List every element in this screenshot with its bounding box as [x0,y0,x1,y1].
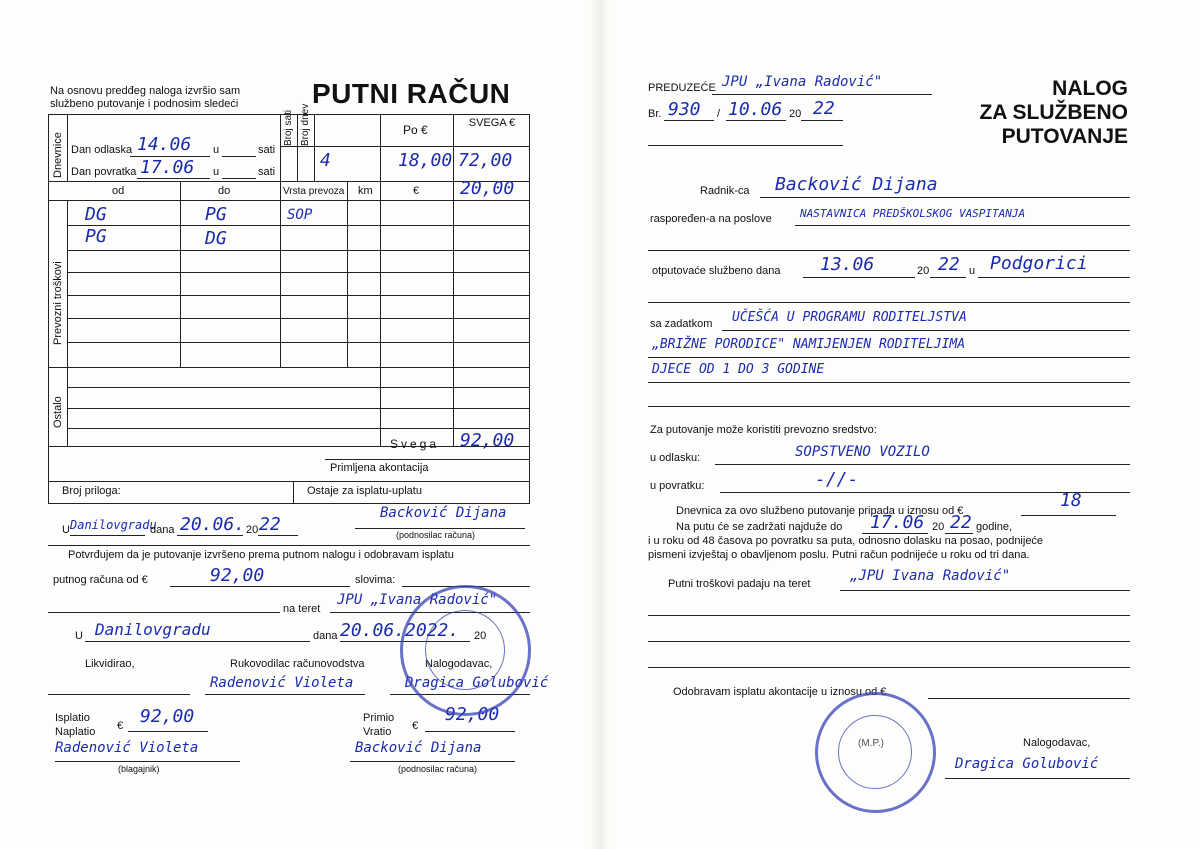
od-header: od [112,185,125,197]
transport-total: 20,00 [460,178,515,199]
otputovace-date: 13.06 [820,254,875,275]
dan-povratka-value: 17.06 [140,157,195,178]
svega-row-value: 92,00 [460,430,515,451]
isplatio-label: Isplatio [55,712,90,724]
sati-label-2: sati [258,166,276,178]
u2-label: U [75,630,83,642]
broj-dnev-value: 4 [320,150,331,171]
broj-sati-label: Broj sati [283,109,294,146]
povratak-label: u povratku: [650,480,705,492]
rok-line-1: i u roku od 48 časova po povratku sa puta, odnosno dolasku na posao, podnijeće [648,535,1044,547]
preduzece-value: JPU „Ivana Radović" [722,74,883,90]
zadrzati-date: 17.06 [870,512,925,533]
putnog-value: 92,00 [210,565,265,586]
date-value: 20.06. [180,514,246,535]
institution-stamp-left [400,585,531,716]
institution-stamp-right [815,692,936,813]
br-label: Br. [648,108,662,120]
zadrzati-year: 22 [950,512,972,533]
br-date: 10.06 [728,99,783,120]
rukovodilac-signature: Radenović Violeta [210,675,354,691]
dnevnica-label: Dnevnica za ovo službeno putovanje pripada u iznosu od € [676,505,964,517]
mp-label: (M.P.) [858,738,884,749]
br-year-prefix: 20 [789,108,802,120]
svega-header: SVEGA € [468,117,516,129]
dan-povratka-label: Dan povratka [71,166,137,178]
title-line-1: NALOG [1052,77,1128,100]
trip1-do: PG [205,204,227,225]
po-label: Po € [403,123,428,137]
radnik-label: Radnik-ca [700,185,750,197]
zadatak-label: sa zadatkom [650,318,713,330]
isplatio-value: 92,00 [140,706,195,727]
u-place-label: U [62,524,70,536]
rok-line-2: pismeni izvještaj o obavljenom poslu. Putni račun podnijeće u roku od tri dana. [648,549,1030,561]
br-year: 22 [813,98,835,119]
nalogodavac-label-left: Nalogodavac, [425,658,493,670]
svega-row-label: Svega [390,437,440,451]
prevozno-label: Za putovanje može koristiti prevozno sredstvo: [650,424,877,436]
slovima-label: slovima: [355,574,396,586]
putnog-label: putnog računa od € [53,574,148,586]
u-label-2: u [213,166,220,178]
eur-isplatio: € [117,720,124,732]
title-line-2: ZA SLUŽBENO [979,101,1128,124]
odlazak-label: u odlasku: [650,452,701,464]
dnevnice-label: Dnevnice [52,132,64,178]
blagajnik-signature: Radenović Violeta [55,740,199,756]
otputovace-place: Podgorici [990,253,1088,274]
nalogodavac-signature-left: Dragica Golubović [405,675,549,691]
page-fold [590,0,610,849]
otputovace-label: otputovaće službeno dana [652,265,781,277]
signature-podnosilac: Backović Dijana [380,505,507,521]
zadatak-line-1: UČEŠĆA U PROGRAMU RODITELJSTVA [732,310,967,325]
primio-value: 92,00 [445,704,500,725]
likvidirao-label: Likvidirao, [85,658,135,670]
do-header: do [218,185,231,197]
rasporedjen-label: raspoređen-a na poslove [650,213,772,225]
podnosilac-label: (podnosilac računa) [396,530,476,540]
year-prefix: 20 [246,524,259,536]
vrsta-header: Vrsta prevoza [283,186,345,197]
place2-value: Danilovgradu [95,620,211,639]
odobravam-label: Odobravam isplatu akontacije u iznosu od € [673,686,887,698]
dan-odlaska-value: 14.06 [137,134,192,155]
ostalo-label: Ostalo [52,396,64,428]
sati-label: sati [258,144,276,156]
vratio-label: Vratio [363,726,392,738]
godine-label: godine, [976,521,1013,533]
troskovi-label: Putni troškovi padaju na teret [668,578,811,590]
potvrdjujem-text: Potvrđujem da je putovanje izvršeno prema putnom nalogu i odobravam isplatu [68,549,454,561]
trip2-od: PG [85,226,107,247]
intro-text: Na osnovu predđeg naloga izvršio sam službeno putovanje i podnosim sledeći [50,85,241,110]
podnosilac2-label: (podnosilac računa) [398,764,478,774]
rasporedjen-value: NASTAVNICA PREDŠKOLSKOG VASPITANJA [800,207,1026,220]
primljena-label: Primljena akontacija [330,462,429,474]
otputovace-year: 22 [938,254,960,275]
na-teret-value: JPU „Ivana Radović" [337,592,498,608]
broj-dnev-label: Broj dnev [300,103,311,146]
odlazak-value: SOPSTVENO VOZILO [795,444,930,460]
svega-value: 72,00 [458,150,513,171]
title-line-3: PUTOVANJE [1001,125,1128,148]
eur-primio: € [412,720,419,732]
eur-header: € [413,185,420,197]
dnevnica-value: 18 [1060,490,1082,511]
u-label-right: u [969,265,976,277]
blagajnik-label: (blagajnik) [118,764,160,774]
zadrzati-year-prefix: 20 [932,521,945,533]
nalogodavac-label-right: Nalogodavac, [1023,737,1091,749]
year2-label: 20 [474,630,487,642]
place-value: Danilovgradu [70,518,157,532]
dana2-label: dana [313,630,338,642]
u-label: u [213,144,220,156]
radnik-value: Backović Dijana [775,174,938,195]
zadatak-line-3: DJECE OD 1 DO 3 GODINE [652,362,825,377]
page-title: PUTNI RAČUN [312,78,511,109]
trip1-od: DG [85,204,107,225]
na-teret-label: na teret [283,603,321,615]
primio-label: Primio [363,712,395,724]
po-value: 18,00 [398,150,453,171]
dan-odlaska-label: Dan odlaska [71,144,133,156]
nalog-title [960,77,1128,149]
preduzece-label: PREDUZEĆE [648,82,716,94]
otputovace-year-prefix: 20 [917,265,930,277]
prevozni-label: Prevozni troškovi [52,261,64,345]
povratak-value: -//- [815,469,859,490]
trip2-do: DG [205,228,227,249]
km-header: km [358,185,373,197]
trip1-vrsta: SOP [287,207,313,223]
dana-label: dana [150,524,175,536]
date2-value: 20.06.2022. [340,620,460,641]
rukovodilac-label: Rukovodilac računovodstva [230,658,365,670]
ostaje-label: Ostaje za isplatu-uplatu [307,485,422,497]
year-value: 22 [259,514,281,535]
broj-priloga-label: Broj priloga: [62,485,121,497]
troskovi-value: „JPU Ivana Radović" [850,568,1011,584]
naplatio-label: Naplatio [55,726,96,738]
primio-signature: Backović Dijana [355,740,482,756]
br-value: 930 [668,99,701,120]
nalogodavac-signature-right: Dragica Golubović [955,756,1099,772]
zadrzati-label: Na putu će se zadržati najduže do [676,521,843,533]
zadatak-line-2: „BRIŽNE PORODICE" NAMIJENJEN RODITELJIMA [652,337,966,352]
